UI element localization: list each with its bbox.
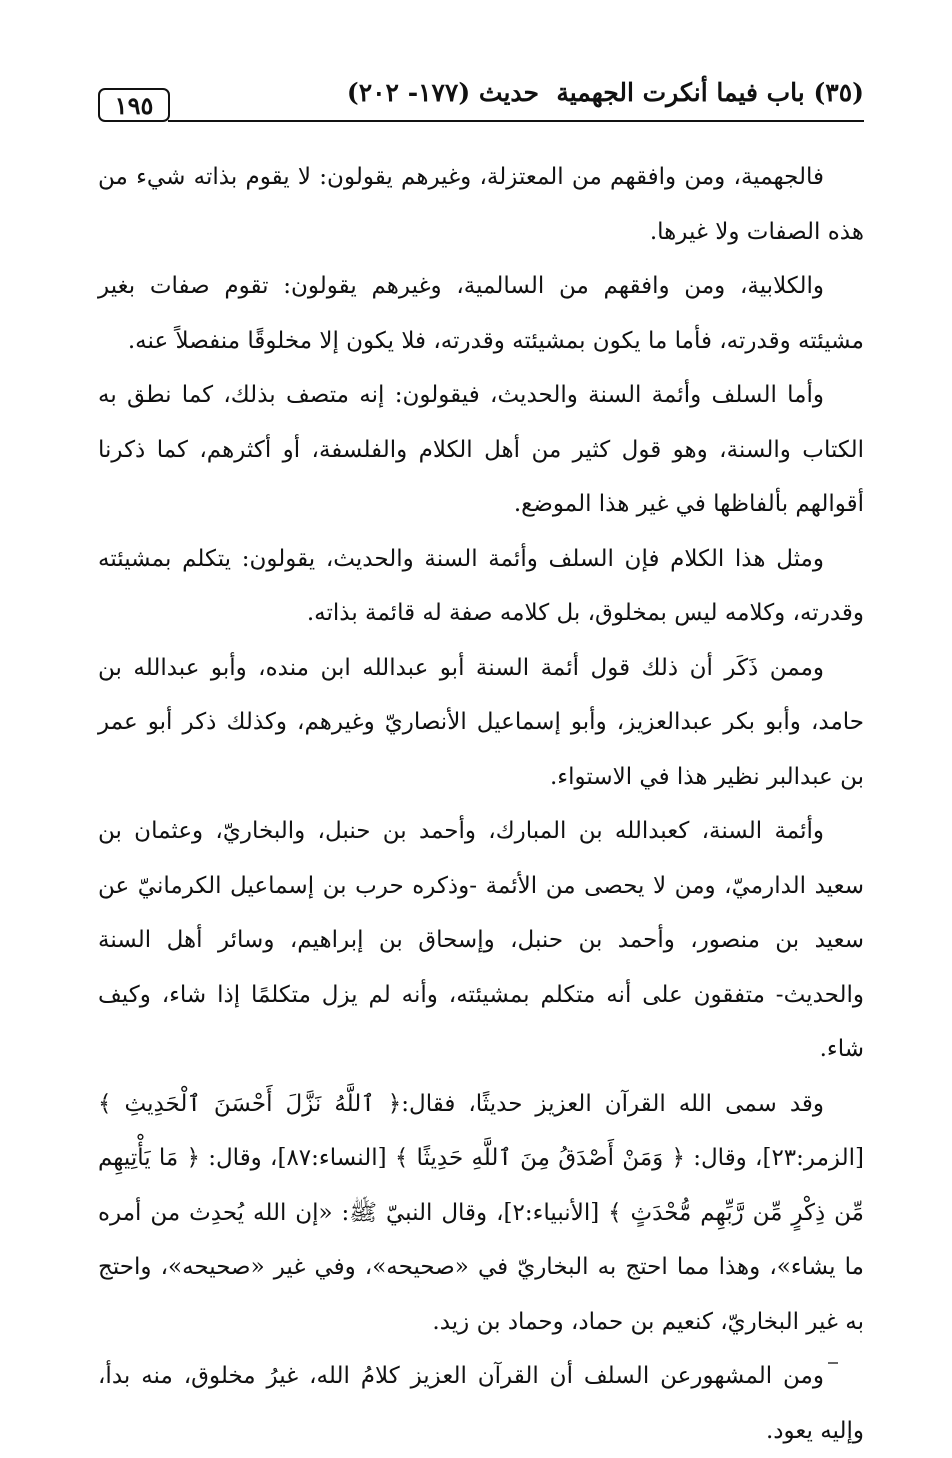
paragraph: وممن ذَكَر أن ذلك قول أئمة السنة أبو عبدالله ابن منده، وأبو عبدالله بن حامد، وأبو بكر عبدالعزيز، وأبو إسماعيل الأنصاريّ وغيرهم، وكذلك ذكر أبو عمر بن عبدالبر نظير هذا في الاستواء. [98,654,864,790]
header-rule [168,120,864,122]
body-text [98,150,864,1458]
paragraph: فالجهمية، ومن وافقهم من المعتزلة، وغيرهم يقولون: لا يقوم بذاته شيء من هذه الصفات ولا غيرها. [98,164,864,245]
paragraph: وأما السلف وأئمة السنة والحديث، فيقولون: إنه متصف بذلك، كما نطق به الكتاب والسنة، وهو قول كثير من أهل الكلام والفلسفة، أو أكثرهم، كما ذكرنا أقوالهم بألفاظها في غير هذا الموضع. [98,382,864,517]
paragraph: ومن المشهورعن السلف أن القرآن العزيز كلامُ الله، غيرُ مخلوق، منه بدأ، وإليه يعود. [98,1363,864,1444]
paragraph: وقد سمى الله القرآن العزيز حديثًا، فقال:﴿ ٱللَّهُ نَزَّلَ أَحْسَنَ ٱلْحَدِيثِ ﴾ [الزمر:٢٣]، وقال: ﴿ وَمَنْ أَصْدَقُ مِنَ ٱللَّهِ حَدِيثًا ﴾ [النساء:٨٧]، وقال: ﴿ مَا يَأْتِيهِم مِّن ذِكْرٍ مِّن رَّبِّهِم مُّحْدَثٍ ﴾ [الأنبياء:٢]، وقال النبيّ ﷺ: «إن الله يُحدِث من أمره ما يشاء»، وهذا مما احتج به البخاريّ في «صحيحه»، وفي غير «صحيحه»، واحتج به غير البخاريّ، كنعيم بن حماد، وحماد بن زيد. [98,1090,864,1335]
page-number [98,88,170,122]
scan-mark [828,1362,838,1364]
page-number-text: ١٩٥ [114,90,154,120]
paragraph: ومثل هذا الكلام فإن السلف وأئمة السنة والحديث، يقولون: يتكلم بمشيئته وقدرته، وكلامه ليس بمخلوق، بل كلامه صفة له قائمة بذاته. [98,545,864,626]
running-header [98,78,864,118]
paragraph: وأئمة السنة، كعبدالله بن المبارك، وأحمد بن حنبل، والبخاريّ، وعثمان بن سعيد الدارميّ، ومن لا يحصى من الأئمة -وذكره حرب بن إسماعيل الكرمانيّ عن سعيد بن منصور، وأحمد بن حنبل، وإسحاق بن إبراهيم، وسائر أهل السنة والحديث- متفقون على أنه متكلم بمشيئته، وأنه لم يزل متكلمًا إذا شاء، وكيف شاء. [98,818,864,1062]
chapter-title: (٣٥) باب فيما أنكرت الجهمية [556,78,864,107]
paragraph: والكلابية، ومن وافقهم من السالمية، وغيرهم يقولون: تقوم صفات بغير مشيئته وقدرته، فأما ما يكون بمشيئته وقدرته، فلا يكون إلا مخلوقًا منفصلاً عنه. [98,273,864,354]
hadith-range: حديث (١٧٧- ٢٠٢) [346,78,539,107]
